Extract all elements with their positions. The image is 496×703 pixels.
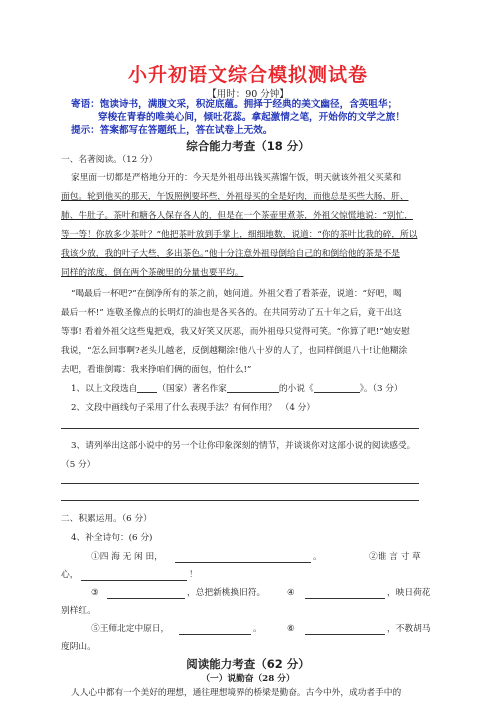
passage-line [61, 188, 441, 207]
poem-answer-blank[interactable] [175, 552, 311, 563]
poem-text: ，总把新桃换旧符。 [187, 588, 266, 598]
poem-text: ，不教胡马 [387, 624, 431, 634]
section-heading-reading: 阅读能力考查（62 分） [186, 657, 310, 671]
poem-row-5 [61, 620, 441, 639]
poem-row-6 [61, 638, 441, 657]
answer-blank-novel[interactable] [314, 382, 360, 393]
poem-text: ④ [287, 588, 295, 598]
passage-line: 最后一杯!” 连敬圣像点的长明灯的油也是各买各的。在共同劳动了五十年之后，竟干出这 [61, 308, 402, 318]
poem-row-4 [61, 602, 441, 621]
poem-row-1 [61, 548, 441, 567]
poem-row-2 [61, 566, 441, 585]
exam-title: 小升初语文综合模拟测试卷 [127, 64, 368, 86]
section-heading-comprehensive: 综合能力考查（18 分） [186, 139, 310, 153]
question-1-text-b: （国家）著名作家 [157, 384, 227, 394]
time-limit: 【用时：90 分钟】 [207, 89, 289, 100]
passage-line: 去吧，看谁倒霉：我来挣咱们俩的面包，怕什么!” [61, 365, 252, 375]
poem-text: 。 [313, 552, 322, 562]
poem-text: 。 [253, 624, 262, 634]
reading-passage-line: 人人心中都有一个美好的理想，通往理想境界的桥梁是勤奋。古今中外，成功者手中的 [71, 688, 402, 698]
passage-line: 我说，“怎么回事啊?老头儿越老，反倒越糊涂!他八十岁的人了，也同样倒退八十!让他糊涂 [61, 346, 408, 356]
passage-line: 家里面一切都是严格地分开的：今天是外祖母出钱买蒸馏午饭，明天就该外祖父买菜和 [71, 173, 402, 183]
answer-line[interactable] [61, 500, 419, 501]
passage-line-underlined: 我该少放，我的叶子大些，多出茶色。”他十分注意外祖母倒给自己的和倒给他的茶是不是 [61, 249, 400, 259]
passage-line: “喝最后一杯吧?”在倒净所有的茶之前，她问道。外祖父看了看茶壶，说道：“好吧，喝 [71, 289, 402, 299]
question-3-score: （5 分） [61, 460, 96, 470]
poem-text: ③ [91, 588, 99, 598]
answer-line[interactable] [61, 483, 419, 484]
answer-blank-author[interactable] [227, 382, 279, 393]
message-line-1: 寄语：饱读诗书，满腹文采，积淀底蕴。拥择于经典的美文幽径，含英咀华； [71, 99, 398, 110]
question-group-2-heading: 二、积累运用。（6 分） [61, 514, 152, 524]
passage-line-underlined: 等一等！你放多少茶叶？”他把茶叶放到手掌上，细细地数，说道：“你的茶叶比我的碎，所以 [61, 230, 418, 240]
question-1 [71, 380, 441, 399]
passage-line-underlined: 肺、牛肚子。茶叶和糖各人保存各人的，但是在一个茶壶里煮茶，外祖父惊慌地说：“别忙， [61, 211, 413, 221]
poem-answer-blank[interactable] [81, 570, 187, 581]
passage-line: 等事! 看着外祖父这些鬼把戏，我又好笑又厌恶，而外祖母只觉得可笑。“你算了吧!”她安慰 [61, 327, 410, 337]
poem-text: ！ [189, 570, 198, 580]
question-3: 3、请列举出这部小说中的另一个让你印象深刻的情节，并谈谈你对这部小说的阅读感受。 [71, 441, 416, 451]
question-4: 4、补全诗句：(6 分) [71, 533, 153, 543]
poem-text: ①四 海 无 闲 田， [91, 552, 163, 562]
poem-text: ⑥ [287, 624, 295, 634]
poem-answer-blank[interactable] [305, 588, 385, 599]
poem-text: ，映日荷花 [387, 588, 431, 598]
poem-text: 度阴山。 [61, 642, 96, 652]
poem-text: 别样红。 [61, 606, 96, 616]
question-group-1-heading: 一、名著阅读。（12 分） [61, 155, 158, 165]
answer-blank-country[interactable] [137, 382, 157, 393]
question-1-text-c: 的小说《 [278, 384, 314, 394]
poem-answer-blank[interactable] [107, 588, 185, 599]
message-line-3: 提示：答案都写在答题纸上，答在试卷上无效。 [71, 125, 273, 136]
poem-answer-blank[interactable] [305, 624, 385, 635]
passage-line-underlined: 同样的浓度，倒在两个茶碗里的分量也要平均。 [61, 268, 244, 278]
question-2: 2、文段中画线句子采用了什么表现手法？有何作用？ （4 分） [71, 403, 316, 413]
message-line-2: 穿梭在青春的唯美心间，倾吐花蕊。拿起激情之笔，开始你的文学之旅！ [98, 112, 405, 123]
poem-row-3 [61, 584, 441, 603]
passage-text: 面包。轮到他买的那天，午饭照例要坏些，外祖母买的全是好肉，而他总是买些大肠、肝、 [61, 192, 409, 202]
reading-subheading: （一）说勤奋（28 分） [201, 674, 295, 684]
question-1-text: 1、以上文段选自 [71, 384, 138, 394]
poem-text: 心， [61, 570, 79, 580]
poem-text: ⑤王师北定中原日， [91, 624, 170, 634]
answer-line[interactable] [61, 428, 419, 429]
poem-text: ②谁 言 寸 草 [369, 552, 421, 562]
question-1-text-d: 》。（3 分） [359, 384, 403, 394]
poem-answer-blank[interactable] [179, 624, 251, 635]
